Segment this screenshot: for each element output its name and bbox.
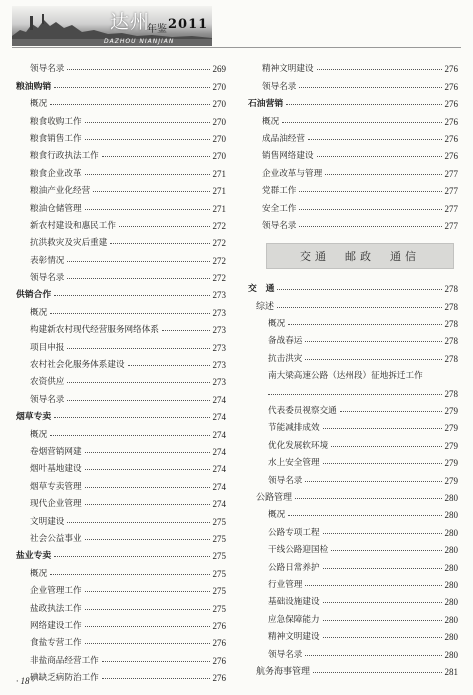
dot-leader — [323, 637, 442, 638]
toc-left-column — [16, 57, 226, 683]
toc-entry-title: 粮食行政执法工作 — [30, 151, 99, 162]
toc-entry-title: 行业管理 — [268, 579, 303, 590]
toc-entry — [16, 579, 226, 596]
toc-entry-title: 粮食收购工作 — [30, 116, 82, 127]
toc-entry — [16, 474, 226, 491]
toc-entry — [248, 57, 458, 74]
toc-entry-page: 274 — [212, 429, 226, 440]
toc-entry-title: 优化发展软环境 — [268, 440, 329, 451]
dot-leader — [317, 156, 442, 157]
toc-entry-page: 276 — [212, 638, 226, 649]
toc-entry-page: 275 — [212, 516, 226, 527]
toc-entry-title: 卷烟营销网建 — [30, 446, 82, 457]
toc-entry-page: 279 — [444, 423, 458, 434]
toc-entry — [16, 57, 226, 74]
toc-entry-title: 概况 — [30, 307, 48, 318]
toc-entry-title: 粮油仓储管理 — [30, 203, 82, 214]
toc-entry-page: 274 — [212, 446, 226, 457]
toc-entry-title: 公路日常养护 — [268, 562, 320, 573]
toc-entry — [16, 666, 226, 683]
toc-entry — [248, 127, 458, 144]
toc-entry-title: 抗击洪灾 — [268, 353, 303, 364]
toc-entry-title: 表彰情况 — [30, 255, 65, 266]
toc-entry — [16, 335, 226, 352]
toc-entry-page: 280 — [444, 597, 458, 608]
dot-leader — [85, 452, 210, 453]
dot-leader — [299, 226, 441, 227]
dot-leader — [313, 672, 441, 673]
toc-entry — [248, 520, 458, 537]
toc-entry-page: 273 — [212, 342, 226, 353]
toc-entry-page: 277 — [444, 203, 458, 214]
toc-entry — [16, 492, 226, 509]
toc-entry — [248, 555, 458, 572]
dot-leader — [67, 278, 209, 279]
toc-entry-title: 领导名录 — [262, 220, 297, 231]
toc-entry — [248, 329, 458, 346]
toc-entry — [248, 346, 458, 363]
toc-entry-title: 食盐专营工作 — [30, 638, 82, 649]
toc-entry-page: 274 — [212, 394, 226, 405]
toc-entry — [248, 214, 458, 231]
dot-leader — [305, 585, 441, 586]
dot-leader — [85, 209, 210, 210]
toc-entry-page: 269 — [212, 64, 226, 75]
toc-entry-page: 278 — [444, 388, 458, 399]
dot-leader — [102, 156, 210, 157]
toc-entry-page: 280 — [444, 562, 458, 573]
toc-entry-title: 概况 — [268, 319, 286, 330]
dot-leader — [323, 463, 442, 464]
toc-entry-page: 270 — [212, 151, 226, 162]
toc-entry-page: 279 — [444, 458, 458, 469]
toc-entry-page: 279 — [444, 440, 458, 451]
toc-entry — [248, 590, 458, 607]
toc-entry-title: 概况 — [30, 99, 48, 110]
toc-entry-title: 综述 — [256, 301, 275, 312]
toc-entry-page: 271 — [212, 186, 226, 197]
toc-entry — [248, 538, 458, 555]
dot-leader — [93, 191, 209, 192]
toc-entry — [16, 92, 226, 109]
dot-leader — [299, 191, 441, 192]
header-pinyin: DAZHOU NIANJIAN — [104, 38, 175, 45]
header-rule — [12, 47, 461, 48]
toc-entry-page: 276 — [444, 151, 458, 162]
toc-entry-title: 代表委员视察交通 — [268, 406, 337, 417]
dot-leader — [277, 307, 441, 308]
toc-entry-title: 交 通 — [248, 284, 275, 295]
toc-entry-title: 现代企业管理 — [30, 499, 82, 510]
dot-leader — [317, 69, 442, 70]
dot-leader — [85, 139, 210, 140]
toc-entry — [16, 300, 226, 317]
toc-entry — [248, 573, 458, 590]
toc-entry-page: 271 — [212, 168, 226, 179]
toc-entry-page: 277 — [444, 220, 458, 231]
dot-leader — [67, 69, 209, 70]
toc-entry-title: 新农村建设和惠民工作 — [30, 220, 116, 231]
header-year: 2011 — [168, 17, 209, 32]
toc-entry — [248, 109, 458, 126]
toc-entry — [16, 614, 226, 631]
toc-entry — [16, 596, 226, 613]
dot-leader — [50, 435, 209, 436]
toc-entry — [16, 161, 226, 178]
toc-entry-title: 概况 — [30, 568, 48, 579]
toc-entry-page: 277 — [444, 186, 458, 197]
toc-entry-page: 275 — [212, 586, 226, 597]
dot-leader — [54, 295, 209, 296]
toc-entry-title: 节能减排成效 — [268, 423, 320, 434]
toc-entry — [16, 196, 226, 213]
dot-leader — [85, 122, 210, 123]
toc-entry-title: 企业管理工作 — [30, 586, 82, 597]
toc-entry-page: 278 — [444, 336, 458, 347]
toc-entry — [248, 625, 458, 642]
toc-entry — [16, 561, 226, 578]
toc-entry-title: 概况 — [262, 116, 280, 127]
dot-leader — [286, 104, 441, 105]
dot-leader — [67, 348, 209, 349]
toc-entry — [248, 144, 458, 161]
toc-entry-title: 公路管理 — [256, 492, 293, 503]
toc-entry — [248, 486, 458, 503]
toc-entry-title: 粮油产业化经营 — [30, 186, 91, 197]
toc-entry-page: 276 — [212, 620, 226, 631]
dot-leader — [162, 330, 210, 331]
toc-entry — [248, 161, 458, 178]
toc-entry — [248, 74, 458, 91]
toc-section-entry — [16, 283, 226, 300]
toc-entry-title: 网络建设工作 — [30, 620, 82, 631]
toc-entry-page: 270 — [212, 133, 226, 144]
dot-leader — [50, 313, 209, 314]
toc-entry-page: 273 — [212, 290, 226, 301]
dot-leader — [268, 394, 442, 395]
dot-leader — [54, 417, 209, 418]
toc-entry-page: 279 — [444, 406, 458, 417]
toc-entry — [248, 364, 458, 381]
dot-leader — [340, 411, 442, 412]
toc-entry-page: 276 — [444, 99, 458, 110]
toc-entry-page: 280 — [444, 510, 458, 521]
toc-entry-page: 275 — [212, 603, 226, 614]
toc-entry-title: 社会公益事业 — [30, 533, 82, 544]
toc-entry-page: 276 — [444, 133, 458, 144]
dot-leader — [323, 533, 442, 534]
toc-entry — [16, 318, 226, 335]
toc-entry-title: 领导名录 — [30, 394, 65, 405]
toc-entry-page: 280 — [444, 614, 458, 625]
dot-leader — [102, 678, 210, 679]
header-yearbook-label: 年鉴 — [147, 24, 167, 35]
toc-entry-page: 276 — [444, 116, 458, 127]
toc-entry-page: 270 — [212, 116, 226, 127]
toc-entry-page: 280 — [444, 545, 458, 556]
toc-entry-title: 南大梁高速公路（达州段）征地拆迁工作 — [268, 371, 423, 382]
dot-leader — [67, 261, 209, 262]
toc-entry — [16, 422, 226, 439]
toc-entry-title: 盐业专卖 — [16, 551, 52, 562]
toc-entry — [248, 294, 458, 311]
toc-right-bottom — [248, 277, 458, 677]
toc-entry-title: 干线公路迎国检 — [268, 545, 329, 556]
dot-leader — [85, 487, 210, 488]
toc-entry-page: 273 — [212, 307, 226, 318]
dot-leader — [308, 139, 442, 140]
toc-entry-page: 275 — [212, 551, 226, 562]
toc-entry-title: 领导名录 — [262, 81, 297, 92]
toc-entry-page: 272 — [212, 273, 226, 284]
toc-entry — [248, 381, 458, 398]
toc-entry-page: 280 — [444, 579, 458, 590]
toc-entry-page: 272 — [212, 220, 226, 231]
toc-section-entry — [16, 544, 226, 561]
toc-entry-page: 280 — [444, 632, 458, 643]
toc-entry-page: 280 — [444, 649, 458, 660]
toc-entry-title: 概况 — [268, 510, 286, 521]
toc-entry-title: 概况 — [30, 429, 48, 440]
toc-entry-page: 272 — [212, 255, 226, 266]
toc-entry-title: 水上安全管理 — [268, 458, 320, 469]
dot-leader — [325, 174, 441, 175]
toc-entry — [16, 248, 226, 265]
toc-right-column — [248, 57, 458, 677]
dot-leader — [331, 446, 441, 447]
dot-leader — [299, 209, 441, 210]
dot-leader — [102, 661, 210, 662]
page-header — [0, 0, 473, 56]
toc-entry-page: 278 — [444, 353, 458, 364]
dot-leader — [299, 87, 441, 88]
toc-entry — [248, 642, 458, 659]
dot-leader — [323, 428, 442, 429]
toc-entry-title: 精神文明建设 — [268, 632, 320, 643]
toc-entry-title: 基础设施建设 — [268, 597, 320, 608]
toc-entry-title: 农村社会化服务体系建设 — [30, 360, 125, 371]
toc-entry — [16, 109, 226, 126]
dot-leader — [67, 400, 209, 401]
toc-entry-page: 274 — [212, 464, 226, 475]
dot-leader — [85, 504, 210, 505]
toc-entry — [16, 509, 226, 526]
toc-entry — [16, 144, 226, 161]
dot-leader — [85, 609, 210, 610]
toc-section-entry — [248, 277, 458, 294]
toc-entry-title: 销售网络建设 — [262, 151, 314, 162]
toc-entry-title: 烟草专卖 — [16, 412, 52, 423]
dot-leader — [85, 174, 210, 175]
toc-entry-title: 非盐商品经营工作 — [30, 655, 99, 666]
toc-entry-page: 281 — [444, 666, 458, 677]
toc-entry-title: 烟草专卖管理 — [30, 481, 82, 492]
toc-entry — [248, 416, 458, 433]
toc-entry — [248, 468, 458, 485]
toc-entry-title: 领导名录 — [30, 273, 65, 284]
toc-entry-page: 278 — [444, 319, 458, 330]
dot-leader — [305, 481, 441, 482]
toc-entry-page: 272 — [212, 238, 226, 249]
toc-entry-page: 279 — [444, 475, 458, 486]
toc-entry-title: 抗洪救灾及灾后重建 — [30, 238, 108, 249]
toc-entry — [16, 266, 226, 283]
toc-entry-title: 粮食企业改革 — [30, 168, 82, 179]
toc-entry — [248, 312, 458, 329]
toc-entry-title: 领导名录 — [268, 649, 303, 660]
dot-leader — [288, 515, 441, 516]
toc-entry-title: 领导名录 — [268, 475, 303, 486]
dot-leader — [288, 324, 441, 325]
dot-leader — [305, 341, 441, 342]
toc-entry-title: 构建新农村现代经营服务网络体系 — [30, 325, 159, 336]
toc-entry-title: 领导名录 — [30, 64, 65, 75]
toc-entry — [16, 214, 226, 231]
toc-entry-title: 党群工作 — [262, 186, 297, 197]
toc-entry — [16, 353, 226, 370]
toc-entry-title: 航务海事管理 — [256, 666, 311, 677]
toc-entry-title: 农资供应 — [30, 377, 65, 388]
toc-entry-page: 276 — [212, 673, 226, 684]
toc-entry-page: 280 — [444, 527, 458, 538]
dot-leader — [67, 382, 209, 383]
toc-entry-page: 273 — [212, 360, 226, 371]
toc-entry-page: 273 — [212, 325, 226, 336]
dot-leader — [323, 620, 442, 621]
toc-section-entry — [16, 405, 226, 422]
toc-entry-page: 275 — [212, 568, 226, 579]
toc-entry — [248, 433, 458, 450]
toc-entry-title: 粮食销售工作 — [30, 133, 82, 144]
dot-leader — [282, 122, 441, 123]
dot-leader — [54, 556, 209, 557]
toc-entry — [248, 660, 458, 677]
toc-entry-title: 盐政执法工作 — [30, 603, 82, 614]
dot-leader — [50, 104, 209, 105]
toc-entry-page: 277 — [444, 168, 458, 179]
toc-entry-page: 280 — [444, 492, 458, 503]
toc-entry-page: 273 — [212, 377, 226, 388]
toc-entry-page: 274 — [212, 481, 226, 492]
toc-entry-page: 278 — [444, 284, 458, 295]
toc-entry-page: 276 — [444, 64, 458, 75]
toc-entry-page: 274 — [212, 499, 226, 510]
toc-entry-title: 企业改革与管理 — [262, 168, 323, 179]
toc-entry-title: 项目申报 — [30, 342, 65, 353]
dot-leader — [54, 87, 209, 88]
dot-leader — [305, 655, 441, 656]
toc-entry — [16, 127, 226, 144]
toc-entry-title: 成品油经营 — [262, 133, 305, 144]
toc-entry-title: 碘缺乏病防治工作 — [30, 673, 99, 684]
toc-entry-title: 文明建设 — [30, 516, 65, 527]
toc-entry-page: 271 — [212, 203, 226, 214]
toc-entry-title: 公路专项工程 — [268, 527, 320, 538]
toc-entry — [248, 399, 458, 416]
dot-leader — [85, 591, 210, 592]
header-title: 达州 — [110, 11, 151, 33]
toc-entry-page: 270 — [212, 81, 226, 92]
toc-entry-page: 278 — [444, 301, 458, 312]
toc-entry — [16, 440, 226, 457]
dot-leader — [277, 289, 441, 290]
dot-leader — [110, 243, 209, 244]
toc-entry-title: 精神文明建设 — [262, 64, 314, 75]
dot-leader — [119, 226, 210, 227]
dot-leader — [295, 498, 441, 499]
toc-entry-page: 270 — [212, 99, 226, 110]
toc-entry — [16, 631, 226, 648]
dot-leader — [85, 539, 210, 540]
toc-entry — [16, 231, 226, 248]
page-number: · 18 · — [16, 676, 34, 686]
toc-entry-title: 供销合作 — [16, 290, 52, 301]
toc-entry-page: 276 — [444, 81, 458, 92]
toc-entry — [16, 457, 226, 474]
section-heading: 交通 邮政 通信 — [266, 243, 454, 269]
toc-entry — [16, 370, 226, 387]
dot-leader — [50, 574, 209, 575]
dot-leader — [85, 469, 210, 470]
toc-right-top — [248, 57, 458, 231]
toc-entry — [16, 179, 226, 196]
toc-entry-title: 烟叶基地建设 — [30, 464, 82, 475]
toc-entry — [16, 387, 226, 404]
toc-entry — [16, 527, 226, 544]
toc-entry-title: 石油营销 — [248, 99, 284, 110]
toc-section-entry — [248, 92, 458, 109]
toc-entry — [248, 196, 458, 213]
toc-section-entry — [16, 74, 226, 91]
toc-entry-title: 安全工作 — [262, 203, 297, 214]
toc-entry-page: 275 — [212, 533, 226, 544]
dot-leader — [323, 568, 442, 569]
dot-leader — [305, 359, 441, 360]
dot-leader — [85, 626, 210, 627]
toc-entry-title: 备战春运 — [268, 336, 303, 347]
toc-entry — [248, 503, 458, 520]
toc-entry — [248, 607, 458, 624]
toc-entry-page: 276 — [212, 655, 226, 666]
dot-leader — [67, 522, 209, 523]
toc-entry — [248, 179, 458, 196]
toc-entry — [16, 648, 226, 665]
toc-entry-title: 应急保障能力 — [268, 614, 320, 625]
dot-leader — [331, 550, 441, 551]
toc-entry-page: 274 — [212, 412, 226, 423]
toc-entry — [248, 451, 458, 468]
dot-leader — [85, 643, 210, 644]
dot-leader — [128, 365, 210, 366]
toc-entry-title: 粮油购销 — [16, 81, 52, 92]
dot-leader — [323, 602, 442, 603]
